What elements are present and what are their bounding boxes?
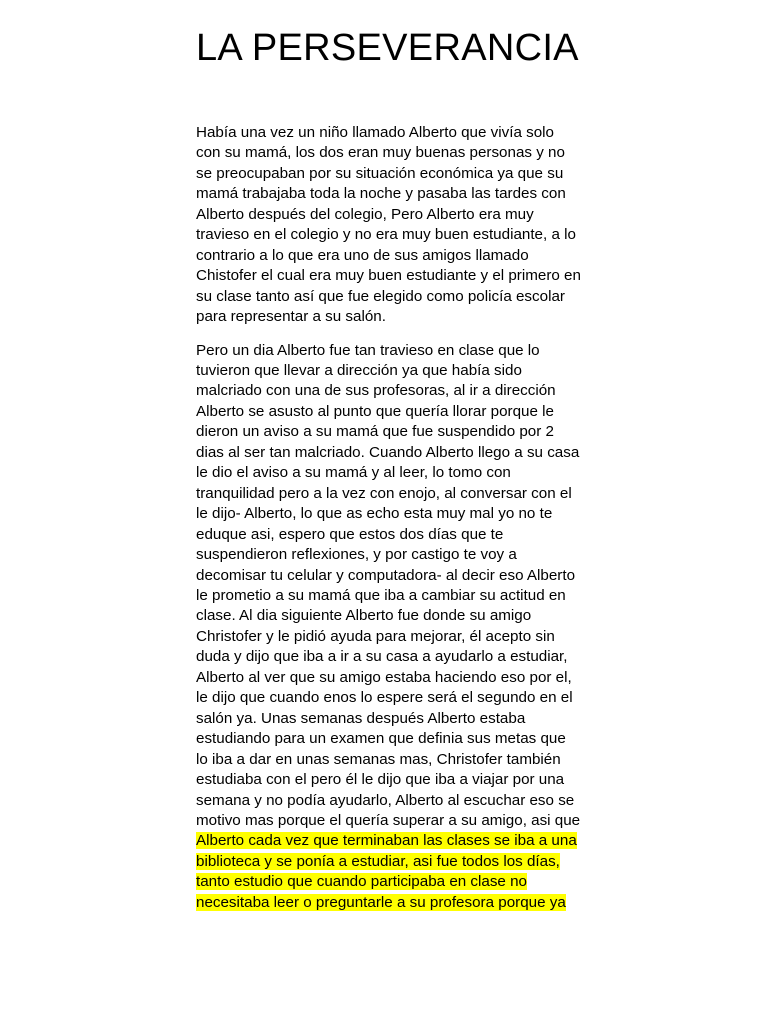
text-line: estudiaba con el pero él le dijo que iba a viajar por una bbox=[196, 771, 565, 789]
text-line: le dio el aviso a su mamá y al leer, lo tomo con bbox=[196, 464, 511, 482]
text-line: travieso en el colegio y no era muy buen estudiante, a lo bbox=[196, 226, 576, 244]
highlighted-text: biblioteca y se ponía a estudiar, asi fue todos los días, bbox=[196, 852, 560, 870]
highlighted-text: tanto estudio que cuando participaba en clase no bbox=[196, 873, 527, 891]
text-line: semana y no podía ayudarlo, Alberto al escuchar eso se bbox=[196, 791, 575, 809]
text-line: Alberto después del colegio, Pero Alberto era muy bbox=[196, 205, 534, 223]
text-line: lo iba a dar en unas semanas mas, Christofer también bbox=[196, 750, 561, 768]
paragraph bbox=[196, 341, 588, 914]
text-line: estudiando para un examen que definia sus metas que bbox=[196, 730, 566, 748]
text-line: salón ya. Unas semanas después Alberto estaba bbox=[196, 709, 526, 727]
text-line: clase. Al dia siguiente Alberto fue donde su amigo bbox=[196, 607, 532, 625]
text-line: malcriado con una de sus profesoras, al ir a dirección bbox=[196, 382, 556, 400]
text-line: su clase tanto así que fue elegido como policía escolar bbox=[196, 287, 565, 305]
text-line: mamá trabajaba toda la noche y pasaba las tardes con bbox=[196, 185, 566, 203]
text-line: dieron un aviso a su mamá que fue suspendido por 2 bbox=[196, 423, 554, 441]
text-line: le prometio a su mamá que iba a cambiar su actitud en bbox=[196, 586, 566, 604]
text-line: Había una vez un niño llamado Alberto que vivía solo bbox=[196, 124, 554, 141]
text-line: Christofer y le pidió ayuda para mejorar, él acepto sin bbox=[196, 627, 555, 645]
text-line: contrario a lo que era uno de sus amigos llamado bbox=[196, 246, 529, 264]
paragraph bbox=[196, 123, 588, 328]
highlighted-text: Alberto cada vez que terminaban las clases se iba a una bbox=[196, 832, 577, 850]
text-line bbox=[196, 893, 588, 913]
text-line: Alberto al ver que su amigo estaba haciendo eso por el, bbox=[196, 668, 572, 686]
text-line: decomisar tu celular y computadora- al decir eso Alberto bbox=[196, 566, 576, 584]
text-line: eduque asi, espero que estos dos días que te bbox=[196, 525, 504, 543]
text-line: dias al ser tan malcriado. Cuando Alberto llego a su casa bbox=[196, 443, 580, 461]
text-line: Chistofer el cual era muy buen estudiante y el primero en bbox=[196, 267, 581, 285]
page-title: LA PERSEVERANCIA bbox=[196, 27, 579, 69]
text-line: suspendieron reflexiones, y por castigo te voy a bbox=[196, 546, 517, 564]
text-line: con su mamá, los dos eran muy buenas personas y no bbox=[196, 144, 565, 162]
text-line: Alberto se asusto al punto que quería llorar porque le bbox=[196, 402, 554, 420]
text-line: motivo mas porque el quería superar a su amigo, asi que bbox=[196, 811, 581, 829]
highlighted-text: necesitaba leer o preguntarle a su profesora porque ya bbox=[196, 893, 566, 911]
text-line: Pero un dia Alberto fue tan travieso en clase que lo bbox=[196, 341, 540, 359]
text-line: le dijo- Alberto, lo que as echo esta muy mal yo no te bbox=[196, 505, 553, 523]
text-line: tranquilidad pero a la vez con enojo, al conversar con el bbox=[196, 484, 572, 502]
text-line bbox=[196, 831, 588, 851]
text-line: para representar a su salón. bbox=[196, 308, 386, 326]
text-line bbox=[196, 872, 588, 892]
document-body bbox=[196, 123, 588, 913]
text-line: se preocupaban por su situación económica ya que su bbox=[196, 164, 564, 182]
text-line: duda y dijo que iba a ir a su casa a ayudarlo a estudiar, bbox=[196, 648, 568, 666]
text-line: tuvieron que llevar a dirección ya que había sido bbox=[196, 361, 522, 379]
text-line bbox=[196, 852, 588, 872]
text-line: le dijo que cuando enos lo espere será el segundo en el bbox=[196, 689, 573, 707]
